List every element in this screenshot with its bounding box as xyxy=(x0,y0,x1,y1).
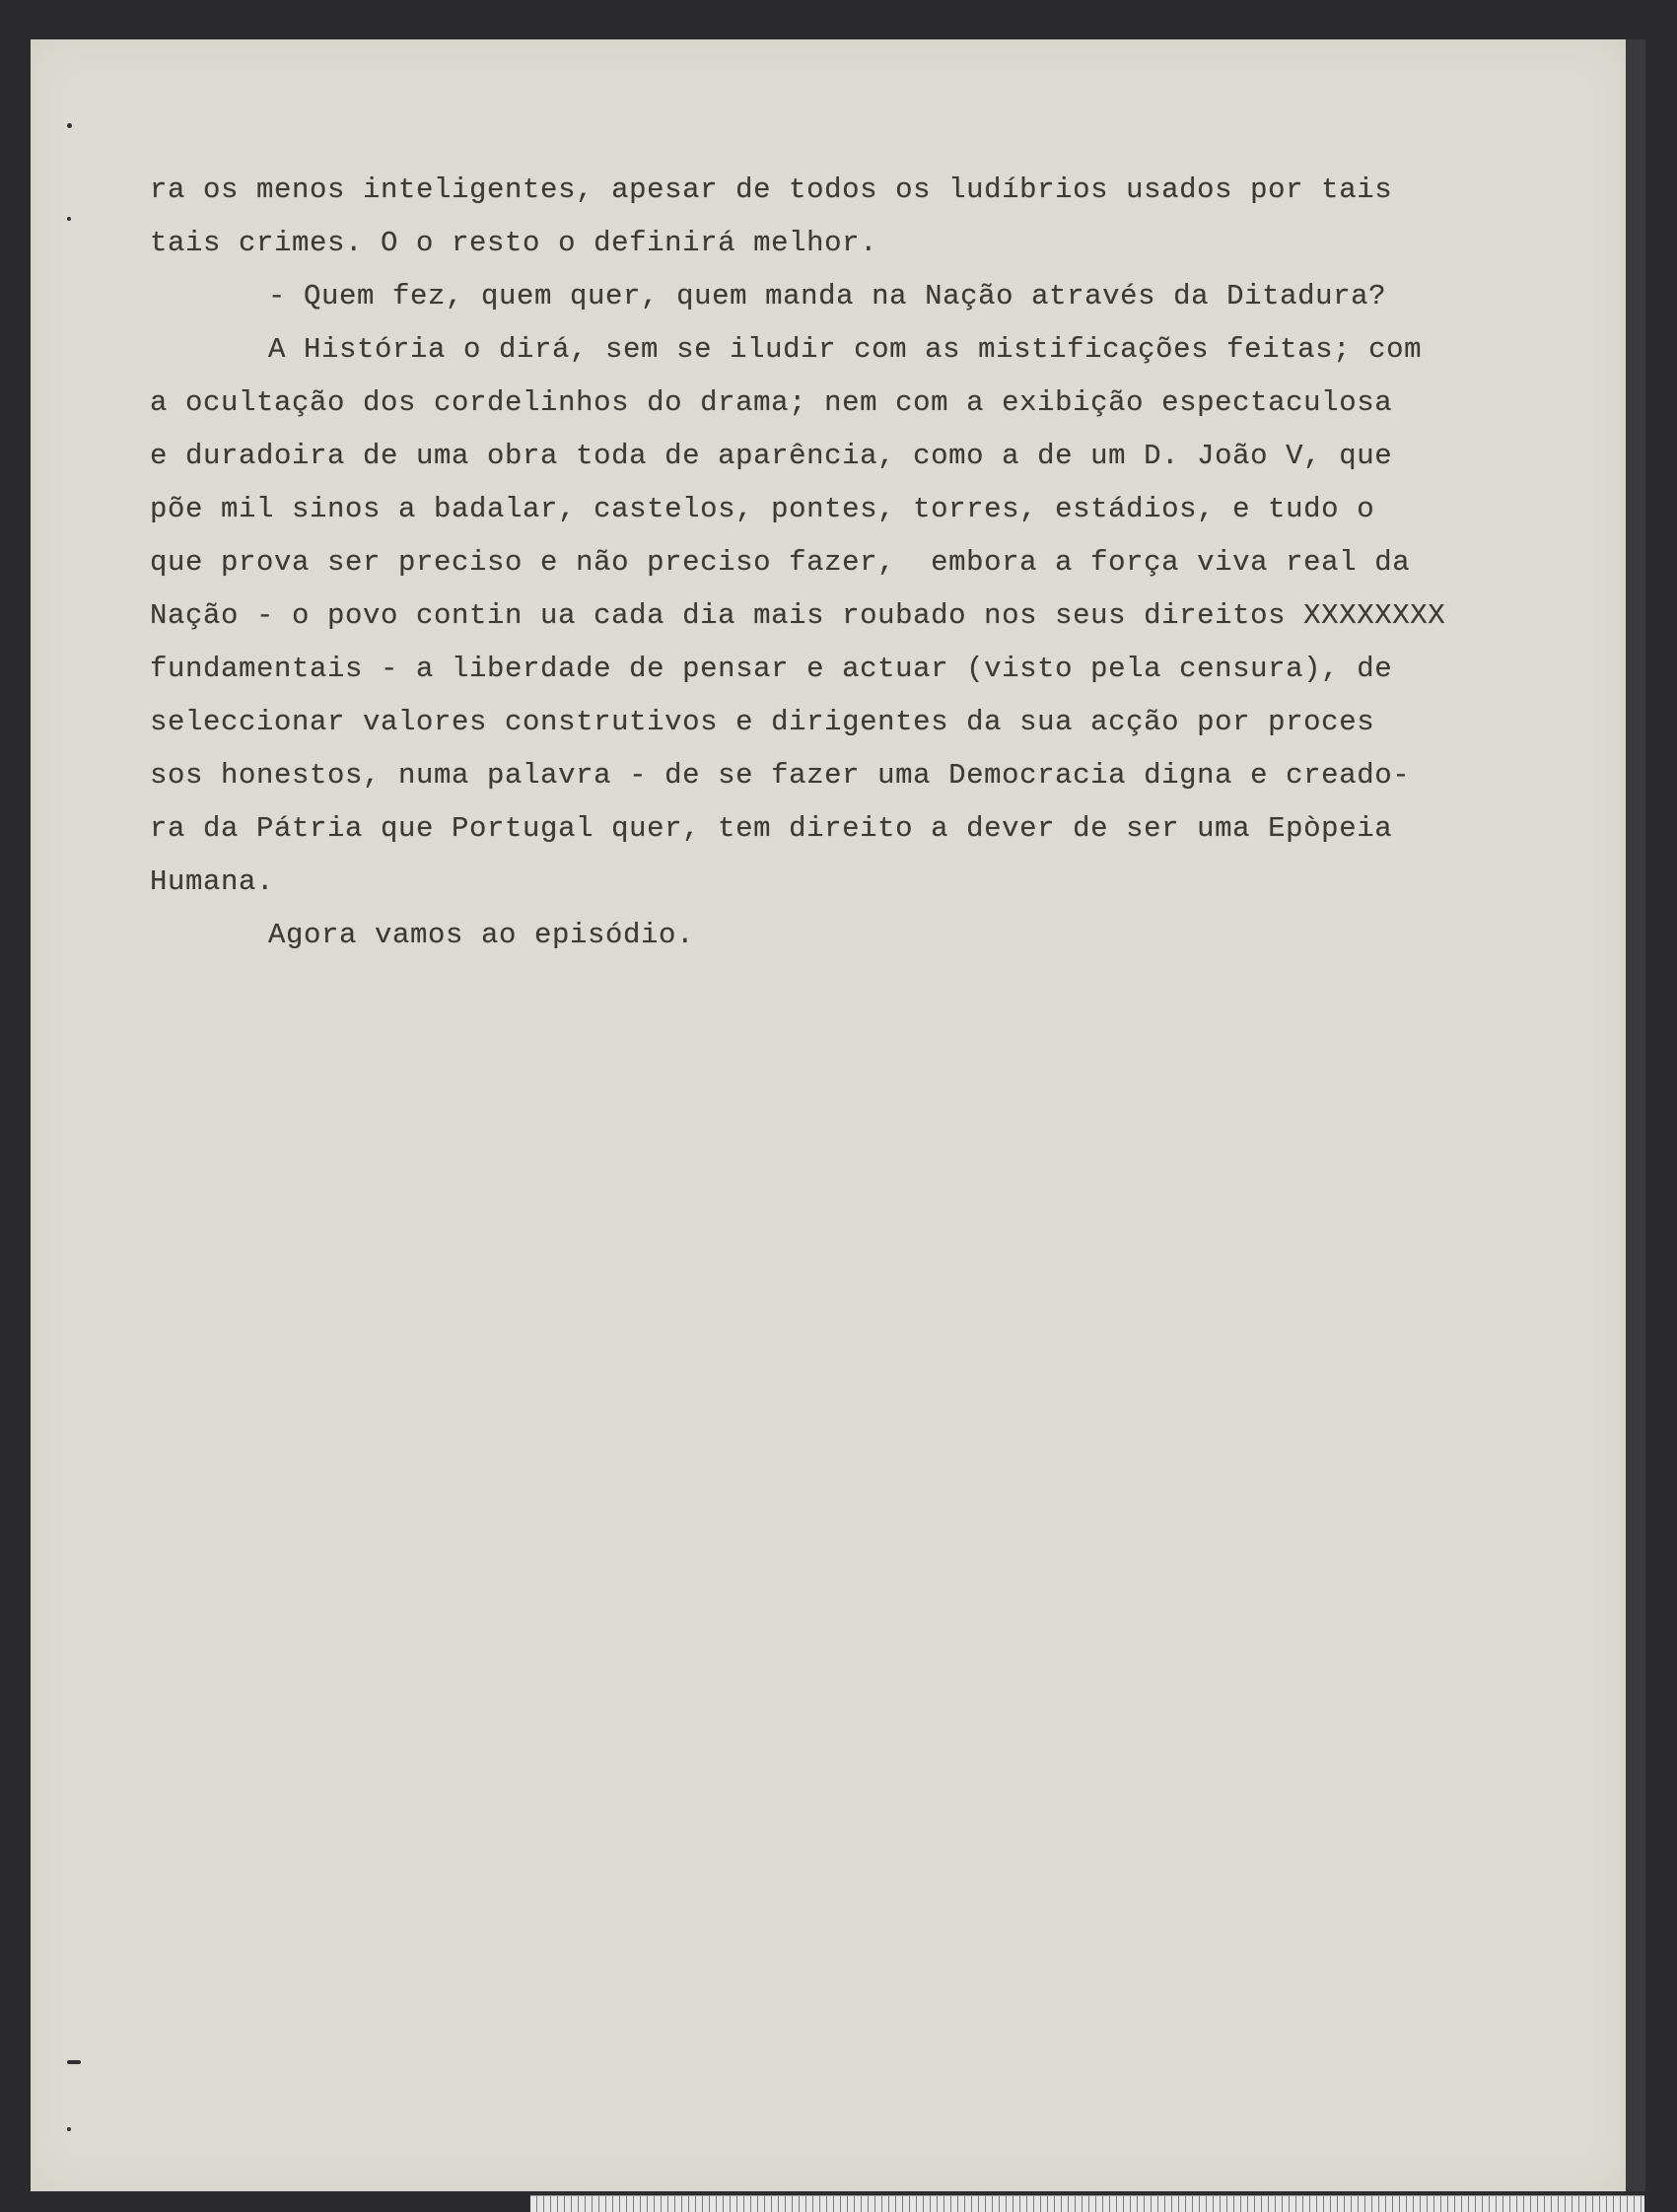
text-line: seleccionar valores construtivos e dirigentes da sua acção por proces xyxy=(150,706,1375,738)
text-line: põe mil sinos a badalar, castelos, pontes, torres, estádios, e tudo o xyxy=(150,493,1375,525)
text-line: fundamentais - a liberdade de pensar e actuar (visto pela censura), de xyxy=(150,653,1393,685)
margin-mark xyxy=(67,217,71,221)
text-line: que prova ser preciso e não preciso fazer, embora a força viva real da xyxy=(150,546,1411,579)
page-shadow-edge xyxy=(1626,39,1645,2191)
text-line: A História o dirá, sem se iludir com as mistificações feitas; com xyxy=(268,333,1423,366)
text-line: ra os menos inteligentes, apesar de todos os ludíbrios usados por tais xyxy=(150,173,1393,206)
text-line: ra da Pátria que Portugal quer, tem direito a dever de ser uma Epòpeia xyxy=(150,812,1393,845)
text-line: - Quem fez, quem quer, quem manda na Nação através da Ditadura? xyxy=(268,280,1387,312)
text-line: e duradoira de uma obra toda de aparência, como a de um D. João V, que xyxy=(150,440,1393,472)
text-line: tais crimes. O o resto o definirá melhor. xyxy=(150,227,878,259)
text-line: sos honestos, numa palavra - de se fazer uma Democracia digna e creado- xyxy=(150,759,1411,792)
margin-mark xyxy=(67,2060,81,2064)
text-line: Nação - o povo contin ua cada dia mais roubado nos seus direitos XXXXXXXX xyxy=(150,599,1446,632)
margin-mark xyxy=(67,123,72,128)
margin-mark xyxy=(67,2127,71,2131)
text-line: a ocultação dos cordelinhos do drama; nem com a exibição espectaculosa xyxy=(150,386,1393,419)
text-line: Humana. xyxy=(150,865,275,898)
text-line: Agora vamos ao episódio. xyxy=(268,919,695,951)
scan-scale-bar xyxy=(530,2195,1644,2212)
